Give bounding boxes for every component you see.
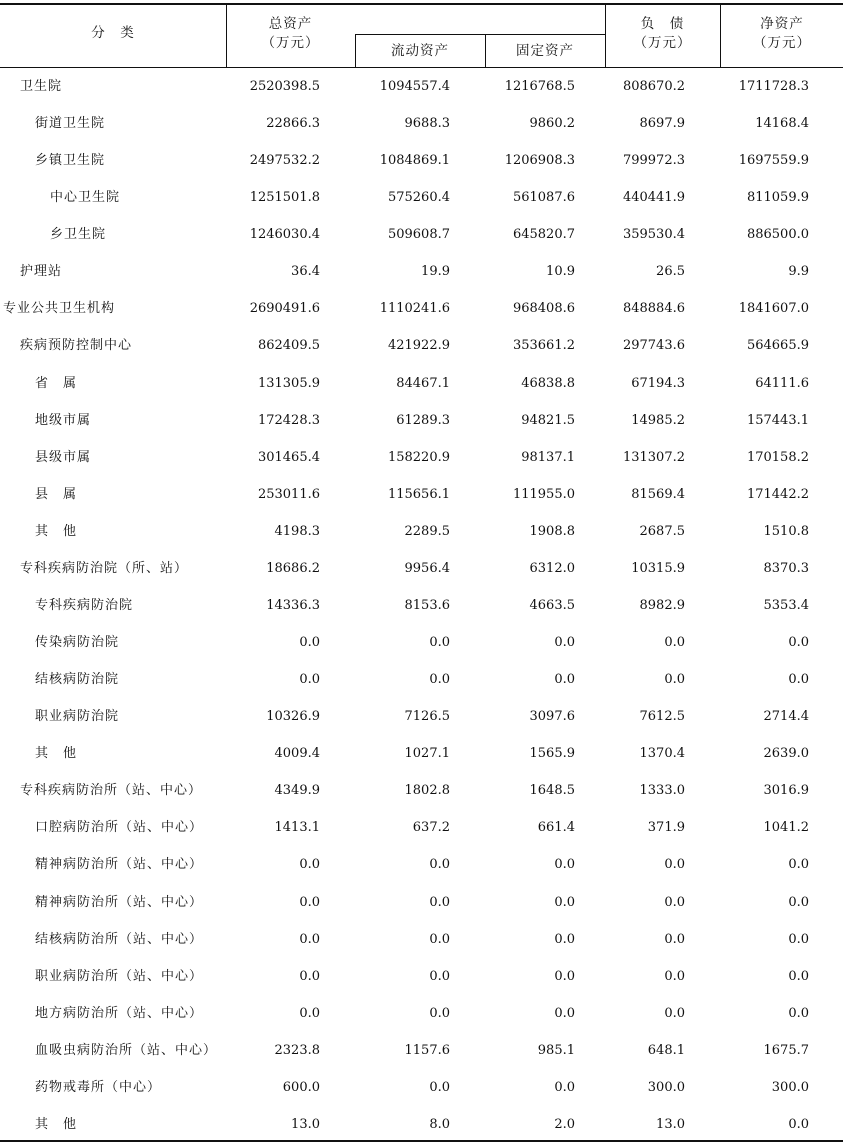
table-row (0, 290, 846, 327)
cell-net-assets: 8370.3 (763, 560, 809, 576)
cell-total-assets: 600.0 (282, 1079, 320, 1095)
cell-fixed-assets: 0.0 (554, 635, 575, 651)
table-row (0, 439, 846, 476)
cell-current-assets: 0.0 (429, 857, 450, 873)
cell-net-assets: 0.0 (788, 931, 809, 947)
row-label: 专科疾病防治院 (35, 597, 134, 613)
cell-current-assets: 61289.3 (396, 412, 450, 428)
cell-liabilities: 808670.2 (622, 79, 685, 94)
cell-net-assets: 64111.6 (755, 375, 809, 391)
cell-liabilities: 14985.2 (631, 412, 685, 428)
table-row (0, 958, 846, 995)
header-total-assets-unit: （万元） (261, 35, 320, 51)
table-row (0, 698, 846, 735)
table-row (0, 735, 846, 772)
cell-total-assets: 4198.3 (274, 523, 320, 539)
cell-liabilities: 0.0 (664, 857, 685, 873)
cell-liabilities: 26.5 (656, 264, 685, 280)
table-row (0, 1106, 846, 1143)
cell-liabilities: 0.0 (664, 931, 685, 947)
row-label: 乡卫生院 (50, 227, 107, 243)
cell-fixed-assets: 0.0 (554, 857, 575, 873)
cell-fixed-assets: 0.0 (554, 931, 575, 947)
cell-current-assets: 19.9 (421, 264, 450, 280)
cell-liabilities: 131307.2 (622, 449, 685, 465)
row-label: 地方病防治所（站、中心） (35, 1005, 204, 1021)
cell-total-assets: 253011.6 (257, 486, 320, 502)
cell-total-assets: 131305.9 (257, 375, 320, 391)
cell-fixed-assets: 0.0 (554, 1079, 575, 1095)
cell-liabilities: 8697.9 (639, 116, 685, 132)
cell-fixed-assets: 4663.5 (529, 597, 575, 613)
table-row (0, 884, 846, 921)
cell-current-assets: 637.2 (412, 820, 450, 836)
cell-current-assets: 0.0 (429, 1079, 450, 1095)
cell-net-assets: 2714.4 (763, 709, 809, 725)
row-label: 专科疾病防治所（站、中心） (20, 783, 203, 799)
cell-net-assets: 300.0 (771, 1079, 809, 1095)
cell-total-assets: 4349.9 (274, 783, 320, 799)
cell-current-assets: 0.0 (429, 1005, 450, 1021)
top-rule (0, 3, 843, 5)
table-row (0, 661, 846, 698)
header-total-assets-title: 总资产 (268, 16, 313, 32)
cell-liabilities: 13.0 (656, 1116, 685, 1132)
cell-liabilities: 297743.6 (622, 338, 685, 354)
table-row (0, 253, 846, 290)
table-row (0, 402, 846, 439)
cell-liabilities: 799972.3 (622, 153, 685, 169)
cell-fixed-assets: 1565.9 (529, 746, 575, 762)
cell-current-assets: 9956.4 (404, 560, 450, 576)
cell-net-assets: 0.0 (788, 968, 809, 984)
cell-liabilities: 848884.6 (622, 301, 685, 317)
cell-liabilities: 0.0 (664, 894, 685, 910)
cell-fixed-assets: 645820.7 (512, 227, 575, 243)
cell-current-assets: 158220.9 (387, 449, 450, 465)
cell-current-assets: 0.0 (429, 894, 450, 910)
cell-liabilities: 648.1 (647, 1042, 685, 1058)
cell-liabilities: 440441.9 (622, 190, 685, 206)
table-row (0, 550, 846, 587)
cell-total-assets: 4009.4 (274, 746, 320, 762)
row-label: 结核病防治院 (35, 672, 120, 688)
cell-total-assets: 1413.1 (274, 820, 320, 836)
table-row (0, 846, 846, 883)
cell-current-assets: 509608.7 (387, 227, 450, 243)
cell-total-assets: 0.0 (299, 931, 320, 947)
row-label: 地级市属 (35, 412, 92, 428)
cell-net-assets: 811059.9 (746, 190, 809, 206)
row-label: 护理站 (20, 264, 63, 280)
table-row (0, 476, 846, 513)
cell-fixed-assets: 353661.2 (512, 338, 575, 354)
table-row (0, 587, 846, 624)
cell-fixed-assets: 111955.0 (512, 486, 575, 502)
cell-liabilities: 67194.3 (631, 375, 685, 391)
header-liabilities-unit: （万元） (633, 35, 692, 51)
cell-total-assets: 862409.5 (257, 338, 320, 354)
cell-liabilities: 0.0 (664, 968, 685, 984)
row-label: 卫生院 (20, 79, 63, 94)
cell-total-assets: 22866.3 (266, 116, 320, 132)
row-label: 药物戒毒所（中心） (35, 1079, 162, 1095)
cell-current-assets: 0.0 (429, 635, 450, 651)
cell-total-assets: 1251501.8 (249, 190, 320, 206)
cell-total-assets: 1246030.4 (249, 227, 320, 243)
cell-total-assets: 14336.3 (266, 597, 320, 613)
cell-liabilities: 0.0 (664, 672, 685, 688)
cell-current-assets: 84467.1 (396, 375, 450, 391)
cell-net-assets: 1675.7 (763, 1042, 809, 1058)
cell-current-assets: 575260.4 (387, 190, 450, 206)
cell-fixed-assets: 3097.6 (529, 709, 575, 725)
table-row (0, 809, 846, 846)
cell-current-assets: 0.0 (429, 672, 450, 688)
cell-fixed-assets: 10.9 (546, 264, 575, 280)
cell-fixed-assets: 1206908.3 (504, 153, 575, 169)
cell-net-assets: 1711728.3 (738, 79, 809, 94)
cell-net-assets: 0.0 (788, 1005, 809, 1021)
cell-total-assets: 301465.4 (257, 449, 320, 465)
header-liabilities (605, 15, 720, 53)
row-label: 县级市属 (35, 449, 92, 465)
header-category: 分 类 (91, 25, 135, 41)
cell-current-assets: 7126.5 (404, 709, 450, 725)
cell-liabilities: 2687.5 (639, 523, 685, 539)
cell-current-assets: 115656.1 (387, 486, 450, 502)
cell-current-assets: 2289.5 (404, 523, 450, 539)
header-net-assets-unit: （万元） (753, 35, 811, 51)
cell-total-assets: 172428.3 (257, 412, 320, 428)
row-label: 其 他 (35, 746, 78, 762)
cell-total-assets: 0.0 (299, 857, 320, 873)
cell-total-assets: 18686.2 (266, 560, 320, 576)
cell-total-assets: 2323.8 (274, 1042, 320, 1058)
cell-current-assets: 0.0 (429, 968, 450, 984)
cell-liabilities: 10315.9 (631, 560, 685, 576)
cell-fixed-assets: 94821.5 (521, 412, 575, 428)
cell-liabilities: 1333.0 (639, 783, 685, 799)
cell-fixed-assets: 0.0 (554, 968, 575, 984)
cell-fixed-assets: 2.0 (554, 1116, 575, 1132)
table-row (0, 772, 846, 809)
cell-net-assets: 1841607.0 (738, 301, 809, 317)
cell-current-assets: 0.0 (429, 931, 450, 947)
subheader-rule (355, 34, 605, 35)
row-label: 传染病防治院 (35, 635, 120, 651)
cell-net-assets: 0.0 (788, 894, 809, 910)
header-fixed-assets: 固定资产 (516, 43, 574, 59)
cell-net-assets: 14168.4 (755, 116, 809, 132)
row-label: 专业公共卫生机构 (3, 301, 116, 317)
table-row (0, 327, 846, 364)
table-row (0, 365, 846, 402)
cell-current-assets: 421922.9 (387, 338, 450, 354)
cell-net-assets: 170158.2 (746, 449, 809, 465)
row-label: 中心卫生院 (50, 190, 121, 206)
row-label: 专科疾病防治院（所、站） (20, 560, 189, 576)
cell-fixed-assets: 9860.2 (529, 116, 575, 132)
cell-liabilities: 0.0 (664, 1005, 685, 1021)
table-row (0, 142, 846, 179)
cell-current-assets: 1027.1 (404, 746, 450, 762)
table-row (0, 513, 846, 550)
cell-net-assets: 2639.0 (763, 746, 809, 762)
table-row (0, 624, 846, 661)
cell-total-assets: 36.4 (291, 264, 320, 280)
cell-net-assets: 564665.9 (746, 338, 809, 354)
cell-liabilities: 371.9 (647, 820, 685, 836)
cell-fixed-assets: 968408.6 (512, 301, 575, 317)
cell-fixed-assets: 985.1 (537, 1042, 575, 1058)
cell-total-assets: 2497532.2 (249, 153, 320, 169)
header-current-assets: 流动资产 (391, 43, 449, 59)
cell-fixed-assets: 98137.1 (521, 449, 575, 465)
cell-net-assets: 5353.4 (763, 597, 809, 613)
cell-net-assets: 0.0 (788, 857, 809, 873)
cell-fixed-assets: 1216768.5 (504, 79, 575, 94)
cell-fixed-assets: 0.0 (554, 672, 575, 688)
cell-fixed-assets: 1648.5 (529, 783, 575, 799)
row-label: 职业病防治院 (35, 709, 120, 725)
row-label: 职业病防治所（站、中心） (35, 968, 204, 984)
row-label: 疾病预防控制中心 (20, 338, 133, 354)
cell-liabilities: 1370.4 (639, 746, 685, 762)
cell-fixed-assets: 1908.8 (529, 523, 575, 539)
row-label: 口腔病防治所（站、中心） (35, 820, 204, 836)
cell-liabilities: 7612.5 (639, 709, 685, 725)
table-row (0, 1032, 846, 1069)
cell-fixed-assets: 561087.6 (512, 190, 575, 206)
cell-net-assets: 171442.2 (746, 486, 809, 502)
cell-total-assets: 2520398.5 (249, 79, 320, 94)
header-net-assets (720, 15, 844, 53)
cell-liabilities: 300.0 (647, 1079, 685, 1095)
header-total-assets (226, 15, 355, 53)
table-row (0, 995, 846, 1032)
cell-net-assets: 0.0 (788, 635, 809, 651)
cell-fixed-assets: 0.0 (554, 894, 575, 910)
row-label: 其 他 (35, 1116, 78, 1132)
row-label: 结核病防治所（站、中心） (35, 931, 204, 947)
cell-total-assets: 13.0 (291, 1116, 320, 1132)
header-liabilities-title: 负 债 (640, 16, 685, 32)
cell-current-assets: 1084869.1 (379, 153, 450, 169)
cell-total-assets: 0.0 (299, 635, 320, 651)
cell-current-assets: 8153.6 (404, 597, 450, 613)
cell-fixed-assets: 661.4 (537, 820, 575, 836)
table-row (0, 216, 846, 253)
cell-total-assets: 0.0 (299, 968, 320, 984)
cell-fixed-assets: 46838.8 (521, 375, 575, 391)
cell-net-assets: 0.0 (788, 1116, 809, 1132)
cell-liabilities: 0.0 (664, 635, 685, 651)
cell-net-assets: 1041.2 (763, 820, 809, 836)
cell-total-assets: 0.0 (299, 894, 320, 910)
row-label: 乡镇卫生院 (35, 153, 106, 169)
row-label: 省 属 (35, 375, 78, 391)
cell-fixed-assets: 6312.0 (529, 560, 575, 576)
cell-net-assets: 886500.0 (746, 227, 809, 243)
cell-net-assets: 0.0 (788, 672, 809, 688)
cell-net-assets: 1697559.9 (738, 153, 809, 169)
cell-total-assets: 0.0 (299, 1005, 320, 1021)
cell-net-assets: 9.9 (788, 264, 809, 280)
table-row (0, 921, 846, 958)
cell-fixed-assets: 0.0 (554, 1005, 575, 1021)
cell-net-assets: 1510.8 (763, 523, 809, 539)
cell-current-assets: 1110241.6 (379, 301, 450, 317)
cell-liabilities: 8982.9 (639, 597, 685, 613)
cell-current-assets: 1094557.4 (379, 79, 450, 94)
cell-total-assets: 2690491.6 (249, 301, 320, 317)
cell-total-assets: 10326.9 (266, 709, 320, 725)
row-label: 血吸虫病防治所（站、中心） (35, 1042, 218, 1058)
cell-net-assets: 3016.9 (763, 783, 809, 799)
row-label: 街道卫生院 (35, 116, 106, 132)
table-row (0, 179, 846, 216)
cell-net-assets: 157443.1 (746, 412, 809, 428)
header-net-assets-title: 净资产 (760, 16, 804, 32)
table-row (0, 105, 846, 142)
row-label: 其 他 (35, 523, 78, 539)
table-row (0, 1069, 846, 1106)
row-label: 县 属 (35, 486, 78, 502)
cell-current-assets: 1802.8 (404, 783, 450, 799)
table-row (0, 68, 846, 105)
cell-current-assets: 8.0 (429, 1116, 450, 1132)
cell-total-assets: 0.0 (299, 672, 320, 688)
cell-liabilities: 359530.4 (622, 227, 685, 243)
cell-liabilities: 81569.4 (631, 486, 685, 502)
row-label: 精神病防治所（站、中心） (35, 894, 204, 910)
cell-current-assets: 9688.3 (404, 116, 450, 132)
cell-current-assets: 1157.6 (404, 1042, 450, 1058)
row-label: 精神病防治所（站、中心） (35, 857, 204, 873)
